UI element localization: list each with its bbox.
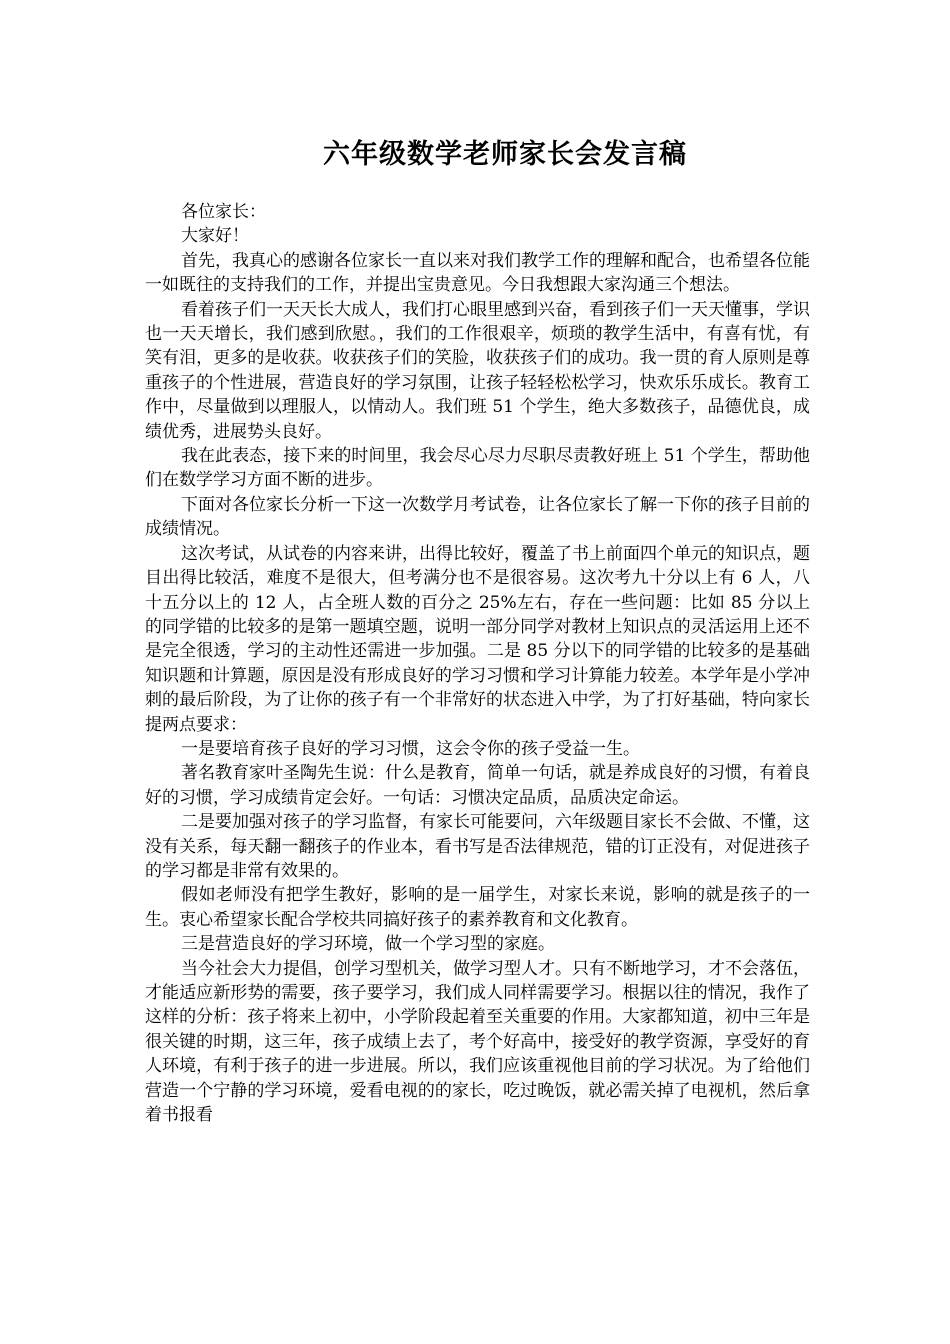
- paragraph: 首先，我真心的感谢各位家长一直以来对我们教学工作的理解和配合，也希望各位能一如既往的支持我们的工作，并提出宝贵意见。今日我想跟大家沟通三个想法。: [145, 250, 810, 296]
- paragraph: 著名教育家叶圣陶先生说：什么是教育，简单一句话，就是养成良好的习惯，有着良好的习惯，学习成绩肯定会好。一句话：习惯决定品质，品质决定命运。: [145, 763, 810, 808]
- paragraph: 我在此表态，接下来的时间里，我会尽心尽力尽职尽责教好班上 51 个学生，帮助他们在数学学习方面不断的进步。: [145, 446, 810, 491]
- paragraph: 下面对各位家长分析一下这一次数学月考试卷，让各位家长了解一下你的孩子目前的成绩情况。: [145, 494, 810, 540]
- paragraph: 看着孩子们一天天长大成人，我们打心眼里感到兴奋，看到孩子们一天天懂事，学识也一天天增长，我们感到欣慰。，我们的工作很艰辛，烦琐的教学生活中，有喜有忧，有笑有泪，更多的是收获。收获孩子们的笑脸，收获孩子们的成功。我一贯的育人原则是尊重孩子的个性进展，营造良好的学习氛围，让孩子轻轻松松学习，快欢乐乐成长。教育工作中，尽量做到以理服人，以情动人。我们班 51 个学生，绝大多数孩子，品德优良，成绩优秀，进展势头良好。: [145, 299, 810, 442]
- paragraph: 一是要培育孩子良好的学习习惯，这会令你的孩子受益一生。: [181, 738, 640, 759]
- document-body: [145, 200, 810, 1127]
- paragraph: 这次考试，从试卷的内容来讲，出得比较好，覆盖了书上前面四个单元的知识点，题目出得比较活，难度不是很大，但考满分也不是很容易。这次考九十分以上有 6 人，八十五分以上的 12 人，占全班人数的百分之 25%左右，存在一些问题：比如 85 分以上的同学错的比较多的是第一题填空题，说明一部分同学对教材上知识点的灵活运用上还不是完全很透，学习的主动性还需进一步加强。二是 85 分以下的同学错的比较多的是基础知识题和计算题，原因是没有形成良好的学习习惯和学习计算能力较差。本学年是小学冲刺的最后阶段，为了让你的孩子有一个非常好的状态进入中学，为了打好基础，特向家长提两点要求：: [145, 543, 810, 735]
- paragraph: 三是营造良好的学习环境，做一个学习型的家庭。: [181, 934, 555, 955]
- paragraph: 当今社会大力提倡，创学习型机关，做学习型人才。只有不断地学习，才不会落伍，才能适应新形势的需要，孩子要学习，我们成人同样需要学习。根据以往的情况，我作了这样的分析：孩子将来上初中，小学阶段起着至关重要的作用。大家都知道，初中三年是很关键的时期，这三年，孩子成绩上去了，考个好高中，接受好的教学资源，享受好的育人环境，有利于孩子的进一步进展。所以，我们应该重视他目前的学习状况。为了给他们营造一个宁静的学习环境，爱看电视的的家长，吃过晚饭，就必需关掉了电视机，然后拿着书报看: [145, 958, 810, 1126]
- paragraph-greeting: 大家好！: [181, 226, 249, 247]
- paragraph: 假如老师没有把学生教好，影响的是一届学生，对家长来说，影响的就是孩子的一生。衷心希望家长配合学校共同搞好孩子的素养教育和文化教育。: [145, 885, 810, 930]
- document-title: 六年级数学老师家长会发言稿: [323, 139, 687, 170]
- paragraph: 二是要加强对孩子的学习监督，有家长可能要问，六年级题目家长不会做、不懂，这没有关系，每天翻一翻孩子的作业本，看书写是否法律规范，错的订正没有，对促进孩子的学习都是非常有效果的。: [145, 812, 810, 881]
- paragraph-salutation: 各位家长：: [181, 202, 266, 222]
